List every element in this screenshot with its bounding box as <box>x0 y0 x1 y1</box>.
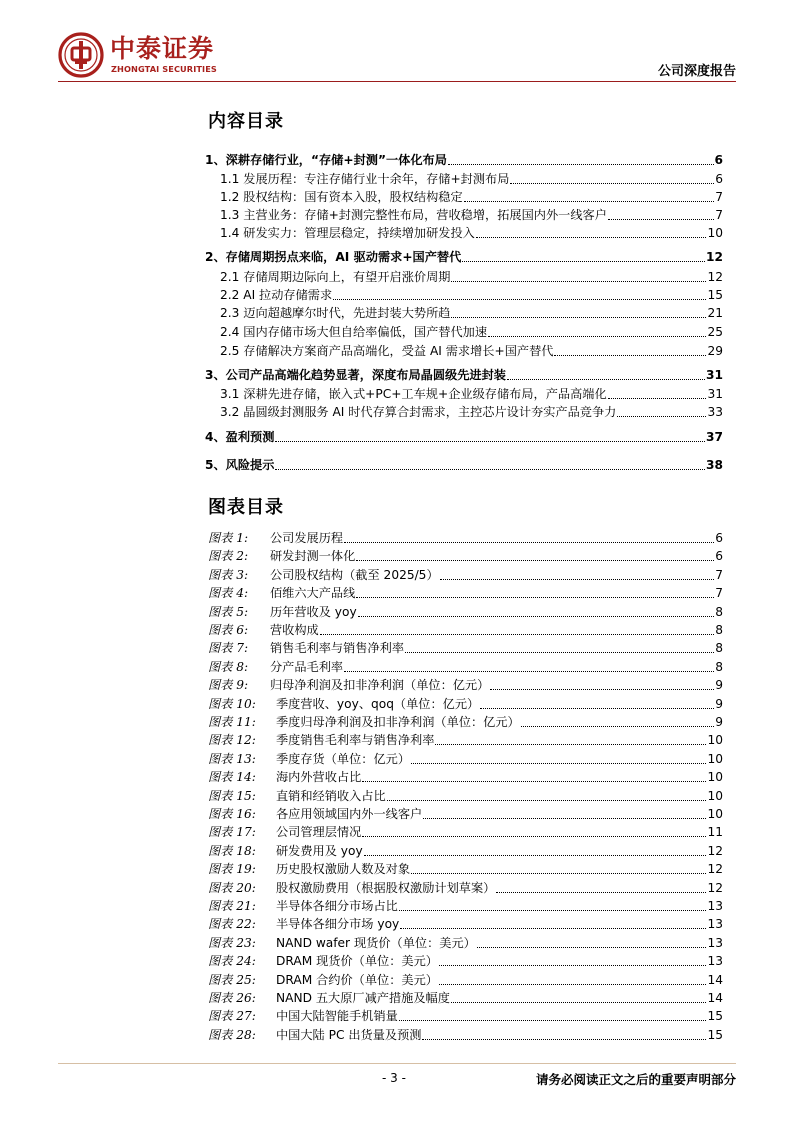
figure-entry[interactable] <box>208 1025 723 1043</box>
figure-dot-leader <box>490 689 714 690</box>
toc-entry-text: 2.3 迈向超越摩尔时代，先进封装大势所趋 <box>220 306 451 320</box>
figure-dot-leader <box>480 708 714 709</box>
figure-entry-text: 研发费用及 yoy <box>276 843 363 858</box>
figure-entry-label: 图表 15: <box>208 788 256 803</box>
toc-entry[interactable] <box>220 265 723 285</box>
toc-entry-page: 31 <box>707 387 723 401</box>
toc-entry-text: 1.3 主营业务：存储+封测完整性布局，营收稳增，拓展国内外一线客户 <box>220 208 607 222</box>
figure-entry-label: 图表 28: <box>208 1027 256 1042</box>
figure-entry-text: NAND 五大原厂减产措施及幅度 <box>276 991 450 1005</box>
figure-dot-leader <box>496 892 706 893</box>
figure-entry-page: 10 <box>707 807 723 821</box>
toc-entry-page: 37 <box>706 430 723 444</box>
toc-entry-text: 1.1 发展历程：专注存储行业十余年，存储+封测布局 <box>220 172 510 186</box>
figure-entry-label: 图表 14: <box>208 770 256 785</box>
figure-entry-text: 历史股权激励人数及对象 <box>276 862 411 877</box>
figure-entry-text: 中国大陆 PC 出货量及预测 <box>276 1027 422 1042</box>
figure-dot-leader <box>399 1020 707 1021</box>
report-type-label: 公司深度报告 <box>657 64 736 79</box>
toc-entry[interactable] <box>205 148 723 168</box>
figure-entry-text: DRAM 现货价（单位：美元） <box>276 954 438 969</box>
figure-entry-text: 公司管理层情况 <box>276 825 362 840</box>
toc-dot-leader <box>488 336 706 337</box>
figure-entry[interactable] <box>208 657 723 675</box>
figure-entry-text: 季度归母净利润及扣非净利润（单位：亿元） <box>276 715 520 729</box>
toc-entry-text: 4、盈利预测 <box>205 430 275 444</box>
figure-entry-page: 15 <box>707 1027 723 1042</box>
figure-entry[interactable] <box>208 546 723 564</box>
figure-entry-label: 图表 22: <box>208 917 256 932</box>
figure-entry[interactable] <box>208 675 723 693</box>
figure-entry[interactable] <box>208 767 723 785</box>
toc-dot-leader <box>451 317 706 318</box>
toc-dot-leader <box>275 441 705 442</box>
toc-entry[interactable] <box>220 382 723 402</box>
figure-entry-label: 图表 23: <box>208 935 256 950</box>
figure-entry-label: 图表 18: <box>208 843 256 858</box>
figure-dot-leader <box>439 965 707 966</box>
toc-entry-text: 3.2 晶圆级封测服务 AI 时代存算合封需求，主控芯片设计夯实产品竞争力 <box>220 405 617 419</box>
toc-entry-text: 2、存储周期拐点来临，AI 驱动需求+国产替代 <box>205 250 462 264</box>
logo-company-name-en: ZHONGTAI SECURITIES <box>111 64 217 74</box>
toc-entry[interactable] <box>220 339 723 359</box>
figure-entry-page: 13 <box>707 899 723 913</box>
figure-entry-page: 6 <box>715 531 723 545</box>
figure-dot-leader <box>435 744 706 745</box>
figure-entry[interactable] <box>208 712 723 730</box>
figure-entry-label: 图表 1: <box>208 531 249 545</box>
figure-dot-leader <box>422 1039 706 1040</box>
figure-entry-label: 图表 11: <box>208 715 256 729</box>
toc-dot-leader <box>608 219 714 220</box>
figure-entry-text: 季度销售毛利率与销售净利率 <box>276 733 435 748</box>
figure-entry-label: 图表 27: <box>208 1009 256 1024</box>
toc-dot-leader <box>464 201 715 202</box>
figure-entry-text: 直销和经销收入占比 <box>276 788 386 803</box>
company-logo <box>58 32 248 78</box>
toc-entry[interactable] <box>205 425 723 445</box>
figure-entry-page: 10 <box>707 733 723 748</box>
figure-entry-text: 半导体各细分市场占比 <box>276 899 398 913</box>
logo-company-name-cn: 中泰证券 <box>110 34 215 63</box>
toc-entry-text: 1.2 股权结构：国有资本入股，股权结构稳定 <box>220 190 463 204</box>
figure-entry-label: 图表 25: <box>208 972 256 987</box>
toc-entry-page: 12 <box>706 250 723 264</box>
toc-dot-leader <box>554 355 706 356</box>
toc-entry[interactable] <box>220 185 723 205</box>
figure-entry-label: 图表 8: <box>208 659 249 674</box>
figure-entry-page: 12 <box>707 880 723 895</box>
figure-entry[interactable] <box>208 583 723 601</box>
toc-entry-page: 25 <box>707 325 723 339</box>
figure-entry-text: 分产品毛利率 <box>270 659 344 674</box>
toc-entry-text: 2.1 存储周期边际向上，有望开启涨价周期 <box>220 270 451 284</box>
figure-dot-leader <box>405 652 714 653</box>
toc-entry[interactable] <box>220 283 723 303</box>
toc-entry-page: 15 <box>707 288 723 302</box>
figure-dot-leader <box>521 726 714 727</box>
figure-entry[interactable] <box>208 914 723 932</box>
figure-entry-page: 8 <box>715 659 723 674</box>
figure-entry-text: 研发封测一体化 <box>270 549 356 564</box>
figure-dot-leader <box>344 542 714 543</box>
figure-entry-page: 8 <box>715 641 723 656</box>
figure-entry-page: 14 <box>707 972 723 987</box>
figure-dot-leader <box>423 818 706 819</box>
toc-entry-text: 3.1 深耕先进存储，嵌入式+PC+工车规+企业级存储布局，产品高端化 <box>220 387 607 401</box>
figure-entry-page: 8 <box>715 623 723 637</box>
figure-dot-leader <box>356 597 714 598</box>
toc-entry-text: 2.5 存储解决方案商产品高端化，受益 AI 需求增长+国产替代 <box>220 344 554 358</box>
toc-entry[interactable] <box>205 453 723 473</box>
toc-entry-text: 2.4 国内存储市场大但自给率偏低，国产替代加速 <box>220 325 488 339</box>
header-divider <box>58 81 736 82</box>
figure-entry-page: 9 <box>715 678 723 693</box>
figure-entry[interactable] <box>208 859 723 877</box>
toc-entry[interactable] <box>220 320 723 340</box>
figure-entry-page: 12 <box>707 843 723 858</box>
toc-entry-page: 38 <box>706 458 723 472</box>
figure-dot-leader <box>358 616 715 617</box>
figure-entry-page: 13 <box>707 954 723 969</box>
figure-dot-leader <box>400 928 706 929</box>
figure-entry[interactable] <box>208 878 723 896</box>
figure-dot-leader <box>399 910 707 911</box>
figure-dot-leader <box>411 873 706 874</box>
figure-entry-page: 6 <box>715 549 723 564</box>
toc-entry-page: 12 <box>707 270 723 284</box>
figure-entry[interactable] <box>208 602 723 620</box>
footer-divider <box>58 1063 736 1064</box>
figure-entry[interactable] <box>208 896 723 914</box>
figure-entry-text: 公司发展历程 <box>270 531 344 545</box>
figure-entry-label: 图表 19: <box>208 862 256 877</box>
toc-dot-leader <box>510 183 714 184</box>
toc-entry[interactable] <box>220 301 723 321</box>
toc-dot-leader <box>448 164 714 165</box>
toc-dot-leader <box>275 469 705 470</box>
toc-entry-page: 31 <box>706 368 723 382</box>
figure-entry-page: 11 <box>707 825 723 840</box>
figure-entry-page: 10 <box>707 770 723 785</box>
figure-dot-leader <box>411 763 706 764</box>
figure-entry[interactable] <box>208 528 723 546</box>
figure-entry-page: 15 <box>707 1009 723 1024</box>
toc-entry-text: 3、公司产品高端化趋势显著，深度布局晶圆级先进封装 <box>205 368 506 382</box>
figure-list-title: 图表目录 <box>208 497 284 518</box>
toc-entry-page: 6 <box>715 172 723 186</box>
toc-dot-leader <box>333 299 706 300</box>
figure-entry-page: 9 <box>715 696 723 711</box>
figure-entry[interactable] <box>208 1006 723 1024</box>
toc-dot-leader <box>608 398 707 399</box>
figure-entry[interactable] <box>208 565 723 583</box>
toc-entry[interactable] <box>205 245 723 265</box>
figure-entry-text: DRAM 合约价（单位：美元） <box>276 972 438 987</box>
figure-entry[interactable] <box>208 970 723 988</box>
figure-entry-label: 图表 20: <box>208 880 256 895</box>
toc-entry-page: 33 <box>707 405 723 419</box>
figure-entry-label: 图表 9: <box>208 678 249 693</box>
figure-entry[interactable] <box>208 749 723 767</box>
figure-entry-text: 佰维六大产品线 <box>270 586 356 601</box>
toc-entry[interactable] <box>220 203 723 223</box>
figure-entry-text: 各应用领域国内外一线客户 <box>276 807 423 821</box>
figure-entry-label: 图表 5: <box>208 604 249 619</box>
figure-dot-leader <box>440 579 715 580</box>
figure-entry-label: 图表 12: <box>208 733 256 748</box>
figure-entry-page: 10 <box>707 788 723 803</box>
figure-entry-label: 图表 17: <box>208 825 256 840</box>
figure-entry-text: 历年营收及 yoy <box>270 604 357 619</box>
figure-entry-label: 图表 16: <box>208 807 256 821</box>
figure-entry-label: 图表 6: <box>208 623 249 637</box>
figure-entry-text: 中国大陆智能手机销量 <box>276 1009 398 1024</box>
figure-entry-label: 图表 10: <box>208 696 256 711</box>
toc-dot-leader <box>451 281 706 282</box>
figure-entry[interactable] <box>208 694 723 712</box>
toc-entry-page: 6 <box>714 153 723 167</box>
figure-dot-leader <box>451 1002 707 1003</box>
toc-entry-page: 29 <box>707 344 723 358</box>
figure-entry-label: 图表 21: <box>208 899 256 913</box>
figure-entry[interactable] <box>208 730 723 748</box>
figure-entry-text: 销售毛利率与销售净利率 <box>270 641 405 656</box>
figure-entry-text: 季度营收、yoy、qoq（单位：亿元） <box>276 696 480 711</box>
figure-entry[interactable] <box>208 786 723 804</box>
toc-entry-page: 7 <box>715 190 723 204</box>
figure-entry-text: 股权激励费用（根据股权激励计划草案） <box>276 880 496 895</box>
figure-dot-leader <box>362 836 706 837</box>
figure-entry[interactable] <box>208 638 723 656</box>
figure-entry-text: 归母净利润及扣非净利润（单位：亿元） <box>270 678 490 693</box>
footer-disclaimer: 请务必阅读正文之后的重要声明部分 <box>535 1072 736 1087</box>
toc-entry-page: 7 <box>715 208 723 222</box>
figure-entry-label: 图表 2: <box>208 549 249 564</box>
figure-entry-text: 海内外营收占比 <box>276 770 362 785</box>
figure-entry-text: 半导体各细分市场 yoy <box>276 917 400 932</box>
figure-dot-leader <box>362 781 706 782</box>
figure-entry[interactable] <box>208 804 723 822</box>
figure-dot-leader <box>356 560 714 561</box>
toc-title: 内容目录 <box>208 111 284 132</box>
figure-entry[interactable] <box>208 841 723 859</box>
figure-entry-text: 公司股权结构（截至 2025/5） <box>270 567 439 582</box>
figure-entry-text: 营收构成 <box>270 623 319 637</box>
toc-entry[interactable] <box>205 363 723 383</box>
toc-entry-page: 21 <box>707 306 723 320</box>
toc-entry[interactable] <box>220 221 723 241</box>
figure-entry-label: 图表 26: <box>208 991 256 1005</box>
toc-entry[interactable] <box>220 400 723 420</box>
figure-entry[interactable] <box>208 822 723 840</box>
figure-entry-text: NAND wafer 现货价（单位：美元） <box>276 935 476 950</box>
toc-dot-leader <box>462 261 705 262</box>
figure-entry[interactable] <box>208 951 723 969</box>
figure-entry-page: 13 <box>707 917 723 932</box>
figure-entry-page: 7 <box>715 567 723 582</box>
figure-entry-page: 9 <box>715 715 723 729</box>
figure-entry[interactable] <box>208 988 723 1006</box>
figure-dot-leader <box>387 800 707 801</box>
toc-entry-page: 10 <box>707 226 723 240</box>
zhongtai-logo-icon <box>58 32 104 78</box>
toc-entry[interactable] <box>220 167 723 187</box>
figure-entry-page: 12 <box>707 862 723 877</box>
figure-entry-page: 14 <box>707 991 723 1005</box>
figure-entry[interactable] <box>208 620 723 638</box>
figure-entry-page: 10 <box>707 751 723 766</box>
figure-dot-leader <box>320 634 714 635</box>
figure-entry-label: 图表 3: <box>208 567 249 582</box>
toc-dot-leader <box>617 416 706 417</box>
figure-entry-label: 图表 24: <box>208 954 256 969</box>
toc-entry-text: 1、深耕存储行业，“存储+封测”一体化布局 <box>205 153 447 167</box>
figure-dot-leader <box>439 984 707 985</box>
toc-entry-text: 5、风险提示 <box>205 458 275 472</box>
figure-entry-page: 7 <box>715 586 723 601</box>
page-number: - 3 - <box>382 1071 406 1085</box>
figure-entry-label: 图表 4: <box>208 586 249 601</box>
figure-entry-page: 8 <box>715 604 723 619</box>
figure-dot-leader <box>344 671 714 672</box>
toc-dot-leader <box>507 379 705 380</box>
figure-entry-label: 图表 13: <box>208 751 256 766</box>
figure-entry[interactable] <box>208 933 723 951</box>
toc-entry-text: 2.2 AI 拉动存储需求 <box>220 288 333 302</box>
figure-dot-leader <box>477 947 707 948</box>
figure-entry-label: 图表 7: <box>208 641 249 656</box>
figure-entry-page: 13 <box>707 935 723 950</box>
toc-entry-text: 1.4 研发实力：管理层稳定，持续增加研发投入 <box>220 226 475 240</box>
toc-dot-leader <box>476 237 707 238</box>
figure-dot-leader <box>364 855 707 856</box>
figure-entry-text: 季度存货（单位：亿元） <box>276 751 411 766</box>
